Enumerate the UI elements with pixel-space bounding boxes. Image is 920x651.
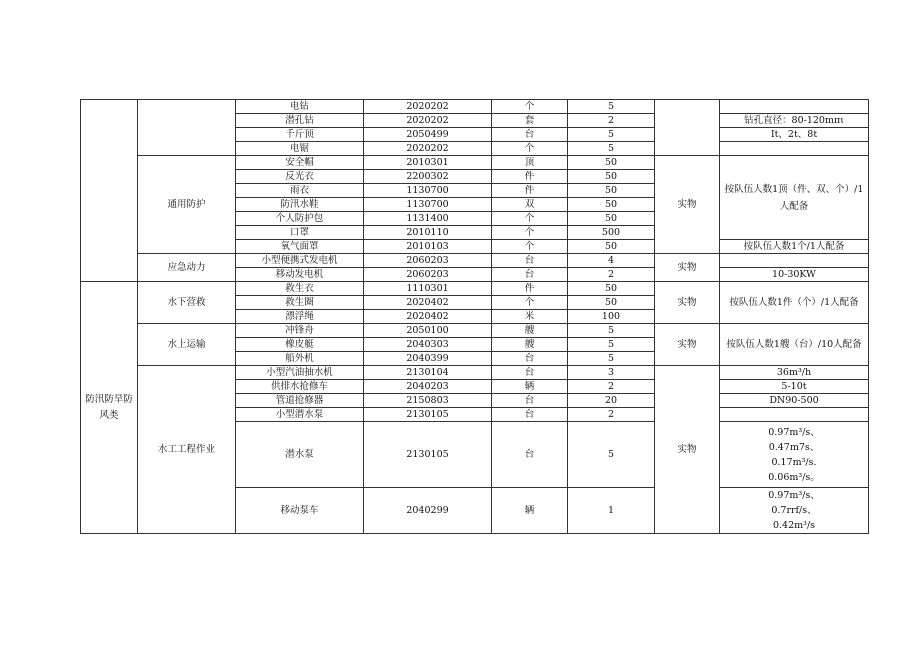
item-name: 小型潜水泵 bbox=[236, 408, 364, 422]
table-row bbox=[81, 366, 869, 380]
form-cell: 实物 bbox=[655, 324, 720, 366]
item-code: 2020402 bbox=[364, 296, 492, 310]
note-submersible-flows bbox=[720, 422, 869, 488]
item-code: 2010110 bbox=[364, 226, 492, 240]
flow-value: 0.97m³/s、 bbox=[768, 490, 820, 501]
item-code: 2040203 bbox=[364, 380, 492, 394]
item-qty: 50 bbox=[568, 212, 655, 226]
item-qty: 50 bbox=[568, 198, 655, 212]
form-cell: 实物 bbox=[655, 254, 720, 282]
item-unit: 台 bbox=[492, 254, 568, 268]
item-qty: 50 bbox=[568, 282, 655, 296]
item-qty: 50 bbox=[568, 156, 655, 170]
item-code: 2040303 bbox=[364, 338, 492, 352]
flow-value: 0.17m³/s. bbox=[771, 456, 817, 468]
item-qty: 2 bbox=[568, 114, 655, 128]
item-qty: 20 bbox=[568, 394, 655, 408]
flow-value: 0.47m7s、 bbox=[768, 441, 820, 453]
item-qty: 3 bbox=[568, 366, 655, 380]
item-name: 安全帽 bbox=[236, 156, 364, 170]
item-code: 2020202 bbox=[364, 142, 492, 156]
item-unit: 米 bbox=[492, 310, 568, 324]
category-cell-top-blank bbox=[81, 100, 138, 282]
note-cell-blank bbox=[720, 408, 869, 422]
item-name: 橡皮艇 bbox=[236, 338, 364, 352]
item-unit: 辆 bbox=[492, 488, 568, 534]
item-name: 电锯 bbox=[236, 142, 364, 156]
note-generator-power: 10-30KW bbox=[720, 268, 869, 282]
item-qty: 5 bbox=[568, 338, 655, 352]
item-unit: 件 bbox=[492, 184, 568, 198]
item-qty: 2 bbox=[568, 380, 655, 394]
subcategory-water-transport: 水上运输 bbox=[138, 324, 236, 366]
item-unit: 顶 bbox=[492, 156, 568, 170]
item-code: 2010301 bbox=[364, 156, 492, 170]
item-qty: 50 bbox=[568, 240, 655, 254]
item-qty: 5 bbox=[568, 142, 655, 156]
item-unit: 台 bbox=[492, 128, 568, 142]
item-qty: 5 bbox=[568, 128, 655, 142]
equipment-table bbox=[80, 99, 869, 534]
item-name: 电钻 bbox=[236, 100, 364, 114]
item-name: 冲锋舟 bbox=[236, 324, 364, 338]
flow-value: 0.42m³/s bbox=[772, 520, 816, 531]
item-code: 2040399 bbox=[364, 352, 492, 366]
item-name: 移动泵车 bbox=[236, 488, 364, 534]
item-qty: 2 bbox=[568, 408, 655, 422]
item-code: 2010103 bbox=[364, 240, 492, 254]
item-unit: 件 bbox=[492, 282, 568, 296]
flow-value: 0.7rrf/s、 bbox=[771, 505, 817, 516]
item-qty: 2 bbox=[568, 268, 655, 282]
item-unit: 个 bbox=[492, 296, 568, 310]
note-mask-alloc: 按队伍人数1个/1人配备 bbox=[720, 240, 869, 254]
item-unit: 双 bbox=[492, 198, 568, 212]
item-code: 1131400 bbox=[364, 212, 492, 226]
item-unit: 台 bbox=[492, 408, 568, 422]
item-unit: 套 bbox=[492, 114, 568, 128]
table-row bbox=[81, 100, 869, 114]
item-name: 防汛水鞋 bbox=[236, 198, 364, 212]
table-row bbox=[81, 282, 869, 296]
item-unit: 个 bbox=[492, 212, 568, 226]
note-repair-truck-load: 5-10t bbox=[720, 380, 869, 394]
subcategory-emergency-power: 应急动力 bbox=[138, 254, 236, 282]
item-code: 2040299 bbox=[364, 488, 492, 534]
item-name: 反光衣 bbox=[236, 170, 364, 184]
item-qty: 5 bbox=[568, 100, 655, 114]
item-name: 个人防护包 bbox=[236, 212, 364, 226]
flow-value: 0.97m³/s、 bbox=[768, 426, 820, 438]
item-name: 管道抢修器 bbox=[236, 394, 364, 408]
item-unit: 台 bbox=[492, 352, 568, 366]
item-qty: 500 bbox=[568, 226, 655, 240]
item-name: 漂浮绳 bbox=[236, 310, 364, 324]
form-cell: 实物 bbox=[655, 282, 720, 324]
flow-value: 0.06m³/s。 bbox=[768, 471, 820, 483]
item-qty: 5 bbox=[568, 422, 655, 488]
item-name: 雨衣 bbox=[236, 184, 364, 198]
note-cell-blank bbox=[720, 100, 869, 114]
item-unit: 台 bbox=[492, 366, 568, 380]
item-qty: 5 bbox=[568, 324, 655, 338]
item-unit: 艘 bbox=[492, 338, 568, 352]
item-unit: 台 bbox=[492, 394, 568, 408]
note-jack-capacity: It、2t、8t bbox=[720, 128, 869, 142]
item-name: 千斤顶 bbox=[236, 128, 364, 142]
item-unit: 件 bbox=[492, 170, 568, 184]
subcategory-hydraulic-work: 水工工程作业 bbox=[138, 366, 236, 534]
item-unit: 台 bbox=[492, 422, 568, 488]
subcategory-general-protection: 通用防护 bbox=[138, 156, 236, 254]
item-unit: 辆 bbox=[492, 380, 568, 394]
item-name: 小型汽油抽水机 bbox=[236, 366, 364, 380]
item-name: 船外机 bbox=[236, 352, 364, 366]
note-cell-blank bbox=[720, 254, 869, 268]
item-name: 氧气面罩 bbox=[236, 240, 364, 254]
item-code: 2130105 bbox=[364, 408, 492, 422]
item-qty: 4 bbox=[568, 254, 655, 268]
note-cell-blank bbox=[720, 142, 869, 156]
item-code: 1110301 bbox=[364, 282, 492, 296]
note-boat-alloc: 按队伍人数1艘（台）/10人配备 bbox=[720, 324, 869, 366]
table-row bbox=[81, 254, 869, 268]
item-code: 2050499 bbox=[364, 128, 492, 142]
form-cell: 实物 bbox=[655, 156, 720, 254]
note-pump-truck-flows bbox=[720, 488, 869, 534]
item-qty: 1 bbox=[568, 488, 655, 534]
subcategory-underwater-rescue: 水下营救 bbox=[138, 282, 236, 324]
item-name: 潜孔钻 bbox=[236, 114, 364, 128]
item-qty: 100 bbox=[568, 310, 655, 324]
item-code: 2060203 bbox=[364, 254, 492, 268]
item-code: 2130105 bbox=[364, 422, 492, 488]
item-name: 救生圈 bbox=[236, 296, 364, 310]
item-name: 小型便携式发电机 bbox=[236, 254, 364, 268]
item-name: 口罩 bbox=[236, 226, 364, 240]
item-code: 2130104 bbox=[364, 366, 492, 380]
note-rescue-alloc: 按队伍人数1件（个）/1人配备 bbox=[720, 282, 869, 324]
item-qty: 5 bbox=[568, 352, 655, 366]
item-unit: 个 bbox=[492, 226, 568, 240]
form-cell: 实物 bbox=[655, 366, 720, 534]
item-qty: 50 bbox=[568, 170, 655, 184]
item-name: 供排水抢修车 bbox=[236, 380, 364, 394]
item-name: 移动发电机 bbox=[236, 268, 364, 282]
item-code: 2020202 bbox=[364, 100, 492, 114]
item-unit: 个 bbox=[492, 240, 568, 254]
note-drill-diameter: 钻孔直径：80-120mπι bbox=[720, 114, 869, 128]
form-cell-blank bbox=[655, 100, 720, 156]
item-qty: 50 bbox=[568, 184, 655, 198]
item-name: 救生衣 bbox=[236, 282, 364, 296]
note-general-protection-alloc: 按队伍人数1顶（件、双、个）/1人配备 bbox=[720, 156, 869, 240]
item-unit: 艘 bbox=[492, 324, 568, 338]
item-code: 2020202 bbox=[364, 114, 492, 128]
item-unit: 台 bbox=[492, 268, 568, 282]
item-code: 2050100 bbox=[364, 324, 492, 338]
item-code: 2060203 bbox=[364, 268, 492, 282]
table-row bbox=[81, 156, 869, 170]
subcategory-cell-blank bbox=[138, 100, 236, 156]
item-code: 1130700 bbox=[364, 198, 492, 212]
table-row bbox=[81, 324, 869, 338]
item-code: 2200302 bbox=[364, 170, 492, 184]
item-code: 1130700 bbox=[364, 184, 492, 198]
item-code: 2150803 bbox=[364, 394, 492, 408]
category-flood-drought-wind: 防汛防旱防风类 bbox=[81, 282, 138, 534]
item-unit: 个 bbox=[492, 142, 568, 156]
item-qty: 50 bbox=[568, 296, 655, 310]
note-pump-flow: 36m³/h bbox=[720, 366, 869, 380]
item-code: 2020402 bbox=[364, 310, 492, 324]
note-pipe-repair-spec: DN90-500 bbox=[720, 394, 869, 408]
item-name: 潜水泵 bbox=[236, 422, 364, 488]
item-unit: 个 bbox=[492, 100, 568, 114]
